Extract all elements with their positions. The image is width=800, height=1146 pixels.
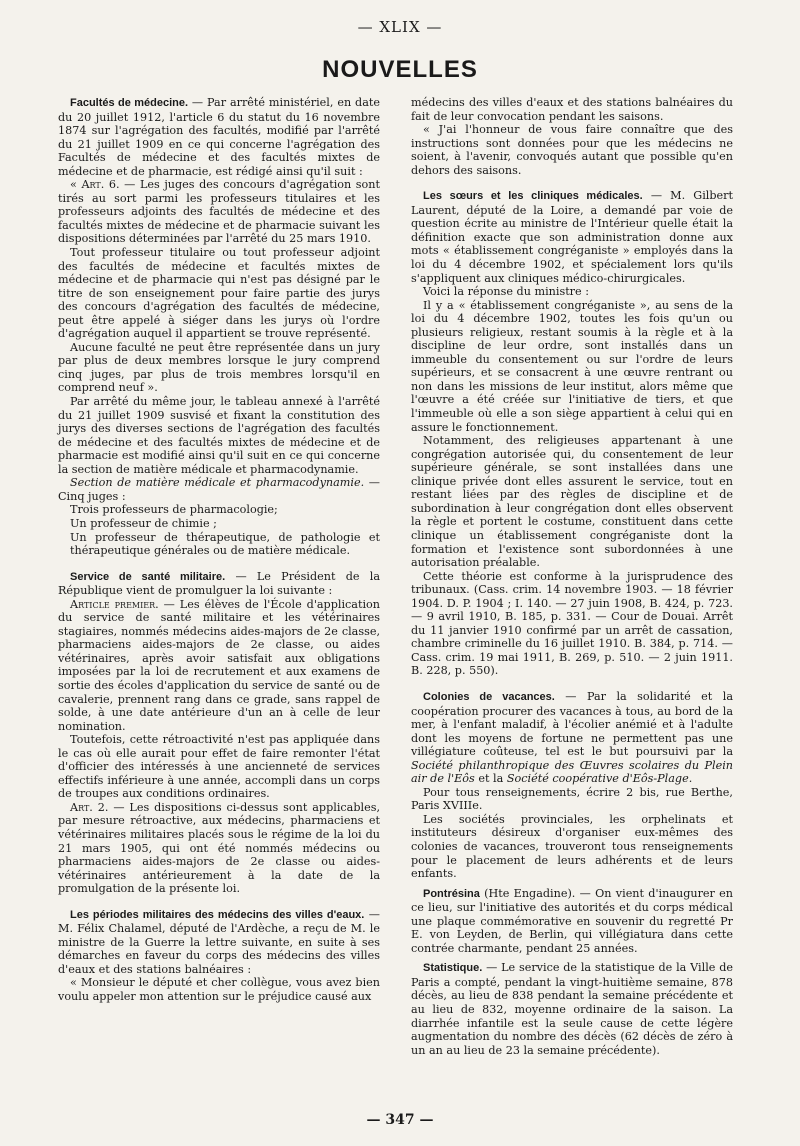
paragraph: Aucune faculté ne peut être représentée dans un jury par plus de deux membres lorsque le jury comprend cinq juges, par plus de trois membres lorsqu'il en comprend neuf ». <box>58 340 380 395</box>
paragraph: Section de matière médicale et pharmacodynamie. — Cinq juges : <box>58 476 380 503</box>
paragraph: Les périodes militaires des médecins des villes d'eaux. — M. Félix Chalamel, député de l'Ardèche, a reçu de M. le ministre de la Guerre la lettre suivante, en suite à ses démarches en faveur du corps des médecins des villes d'eaux et des stations balnéaires : <box>58 907 380 976</box>
paragraph: Facultés de médecine. — Par arrêté ministériel, en date du 20 juillet 1912, l'article 6 du statut du 16 novembre 1874 sur l'agrégation des facultés, modifié par l'arrêté du 21 juillet 1909 en ce qui concerne l'agrégation des Facultés de médecine et des facultés mixtes de médecine et de pharmacie, est rédigé ainsi qu'il suit : <box>58 96 380 178</box>
list-item: Un professeur de chimie ; <box>70 516 217 530</box>
page-number: — 347 — <box>366 1112 434 1128</box>
paragraph: Cette théorie est conforme à la jurisprudence des tribunaux. (Cass. crim. 14 novembre 1903. — 18 février 1904. D. P. 1904 ; I. 140. — 27 juin 1908, B. 424, p. 723. — 9 avril 1910, B. 185, p. 331. — Cour de Douai. Arrêt du 11 janvier 1910 confirmé par un arrêt de cassation, chambre criminelle du 16 juillet 1910. B. 384, p. 714. — Cass. crim. 19 mai 1911, B. 269, p. 510. — 2 juin 1911. B. 228, p. 550). <box>411 569 733 678</box>
paragraph: Statistique. — Le service de la statistique de la Ville de Paris a compté, pendant la vingt-huitième semaine, 878 décès, au lieu de 838 pendant la semaine précédente et au lieu de 832, moyenne ordinaire de la saison. La diarrhée infantile est la seule cause de cette légère augmentation du nombre des décès (62 décès de zéro à un an au lieu de 23 la semaine précédente). <box>411 961 733 1057</box>
paragraph: médecins des villes d'eaux et des stations balnéaires du fait de leur convocation pendant les saisons. <box>411 96 733 123</box>
section-heading-soeurs-cliniques: Les sœurs et les cliniques médicales. <box>423 190 643 203</box>
paragraph: Service de santé militaire. — Le Président de la République vient de promulguer la loi suivante : <box>58 569 380 598</box>
paragraph: Toutefois, cette rétroactivité n'est pas appliquée dans le cas où elle aurait pour effet de faire remonter l'état d'officier des intéressés à une ancienneté de services effectifs inférieure à une année, accompli dans un corps de troupes aux conditions ordinaires. <box>58 733 380 801</box>
section-heading-pontresina: Pontrésina <box>423 887 480 900</box>
list-item: Trois professeurs de pharmacologie; <box>70 503 278 517</box>
page-folio: — XLIX — <box>357 18 443 36</box>
section-heading-statistique: Statistique. <box>423 962 483 975</box>
paragraph: Article premier. — Les élèves de l'École d'application du service de santé militaire et les vétérinaires stagiaires, nommés médecins aides-majors de 2e classe, pharmaciens aides-majors de 2e classe, ou aides vétérinaires, après avoir satisfait aux obligations imposées par la loi de recrutement et aux examens de sortie des écoles d'application du service de santé ou de cavalerie, prennent rang dans ce grade, sans rappel de solde, à une date antérieure d'un an à celle de leur nomination. <box>58 597 380 733</box>
paragraph: Pour tous renseignements, écrire 2 bis, rue Berthe, Paris XVIIIe. <box>411 785 733 813</box>
paragraph: Colonies de vacances. — Par la solidarité et la coopération procurer des vacances à tous, au bord de la mer, à l'enfant maladif, à l'écolier anémié et à l'adulte dont les moyens de fortune ne permettent pas une villégiature coûteuse, tel est le but poursuivi par la Société philanthropique des Œuvres scolaires du Plein air de l'Eôs et la Société coopérative d'Eôs-Plage. <box>411 689 733 786</box>
paragraph: « J'ai l'honneur de vous faire connaître que des instructions sont données pour que les médecins ne soient, à l'avenir, convoqués autant que possible qu'en dehors des saisons. <box>411 123 733 177</box>
left-column <box>58 96 380 1004</box>
paragraph: Art. 2. — Les dispositions ci-dessus sont applicables, par mesure rétroactive, aux médecins, pharmaciens et vétérinaires militaires placés sous le régime de la loi du 21 mars 1905, qui ont été nommés médecins ou pharmaciens aides-majors de 2e classe ou aides-vétérinaires antérieurement à la date de la promulgation de la présente loi. <box>58 800 380 896</box>
paragraph: Par arrêté du même jour, le tableau annexé à l'arrêté du 21 juillet 1909 susvisé et fixant la constitution des jurys des diverses sections de l'agrégation des facultés de médecine et des facultés mixtes de médecine et de pharmacie est modifié ainsi qu'il suit en ce qui concerne la section de matière médicale et pharmacodynamie. <box>58 395 380 476</box>
paragraph: Voici la réponse du ministre : <box>423 285 589 299</box>
paragraph: Les sœurs et les cliniques médicales. — M. Gilbert Laurent, député de la Loire, a demandé par voie de question écrite au ministre de l'Intérieur quelle était la définition exacte que son administration donne aux mots « établissement congréganiste » employés dans la loi du 4 décembre 1902, et spécialement lors qu'ils s'appliquent aux cliniques médico-chirurgicales. <box>411 189 733 285</box>
section-heading-sante-militaire: Service de santé militaire. <box>70 570 226 583</box>
paragraph: « Monsieur le député et cher collègue, vous avez bien voulu appeler mon attention sur le préjudice causé aux <box>58 976 380 1003</box>
paragraph: Tout professeur titulaire ou tout professeur adjoint des facultés de médecine et facultés mixtes de médecine et de pharmacie qui n'est pas désigné par le titre de son enseignement pour faire partie des jurys des concours d'agrégation des facultés de médecine, peut être appelé à siéger dans les jurys où l'ordre d'agrégation auquel il appartient se trouve représenté. <box>58 246 380 341</box>
paragraph: Les sociétés provinciales, les orphelinats et instituteurs désireux d'organiser eux-mêmes des colonies de vacances, trouveront tous renseignements pour le placement de leurs adhérents et de leurs enfants. <box>411 812 733 881</box>
paragraph: Notamment, des religieuses appartenant à une congrégation autorisée qui, du consentement de leur supérieure générale, se sont installées dans une clinique privée dont elles assurent le service, tout en restant liées par des règles de discipline et de subordination à leur congrégation dont elles observent la règle et portent le costume, constituent dans cette clinique un établissement congréganiste dont la formation et l'existence sont subordonnées à une autorisation préalable. <box>411 434 733 570</box>
paragraph: Pontrésina (Hte Engadine). — On vient d'inaugurer en ce lieu, sur l'initiative des autorités et du corps médical une plaque commémorative en souvenir du regretté Pr E. von Leyden, de Berlin, qui villégiatura dans cette contrée charmante, pendant 25 années. <box>411 886 733 955</box>
paragraph: Il y a « établissement congréganiste », au sens de la loi du 4 décembre 1902, toutes les fois qu'un ou plusieurs religieux, restant soumis à la règle et à la discipline de leur ordre, sont installés dans un immeuble du consentement ou sur l'ordre de leurs supérieurs, et se consacrent à une œuvre rentrant ou non dans les missions de leur institut, alors même que l'œuvre a été créée sur l'initiative de tiers, et que l'immeuble où elle a son siège appartient à celui qui en assure le fonctionnement. <box>411 298 733 434</box>
section-heading-periodes-militaires: Les périodes militaires des médecins des villes d'eaux. <box>70 908 365 921</box>
paragraph: « Art. 6. — Les juges des concours d'agrégation sont tirés au sort parmi les professeurs titulaires et les professeurs adjoints des facultés de médecine et des facultés mixtes de médecine et de pharmacie suivant les dispositions déterminées par l'arrêté du 25 mars 1910. <box>58 178 380 246</box>
right-column <box>411 96 733 1057</box>
page-title: NOUVELLES <box>322 56 478 83</box>
list-item: Un professeur de thérapeutique, de pathologie et thérapeutique générales ou de matière médicale. <box>70 530 380 558</box>
section-heading-facultes: Facultés de médecine. <box>70 97 189 109</box>
section-heading-colonies: Colonies de vacances. <box>423 690 555 703</box>
